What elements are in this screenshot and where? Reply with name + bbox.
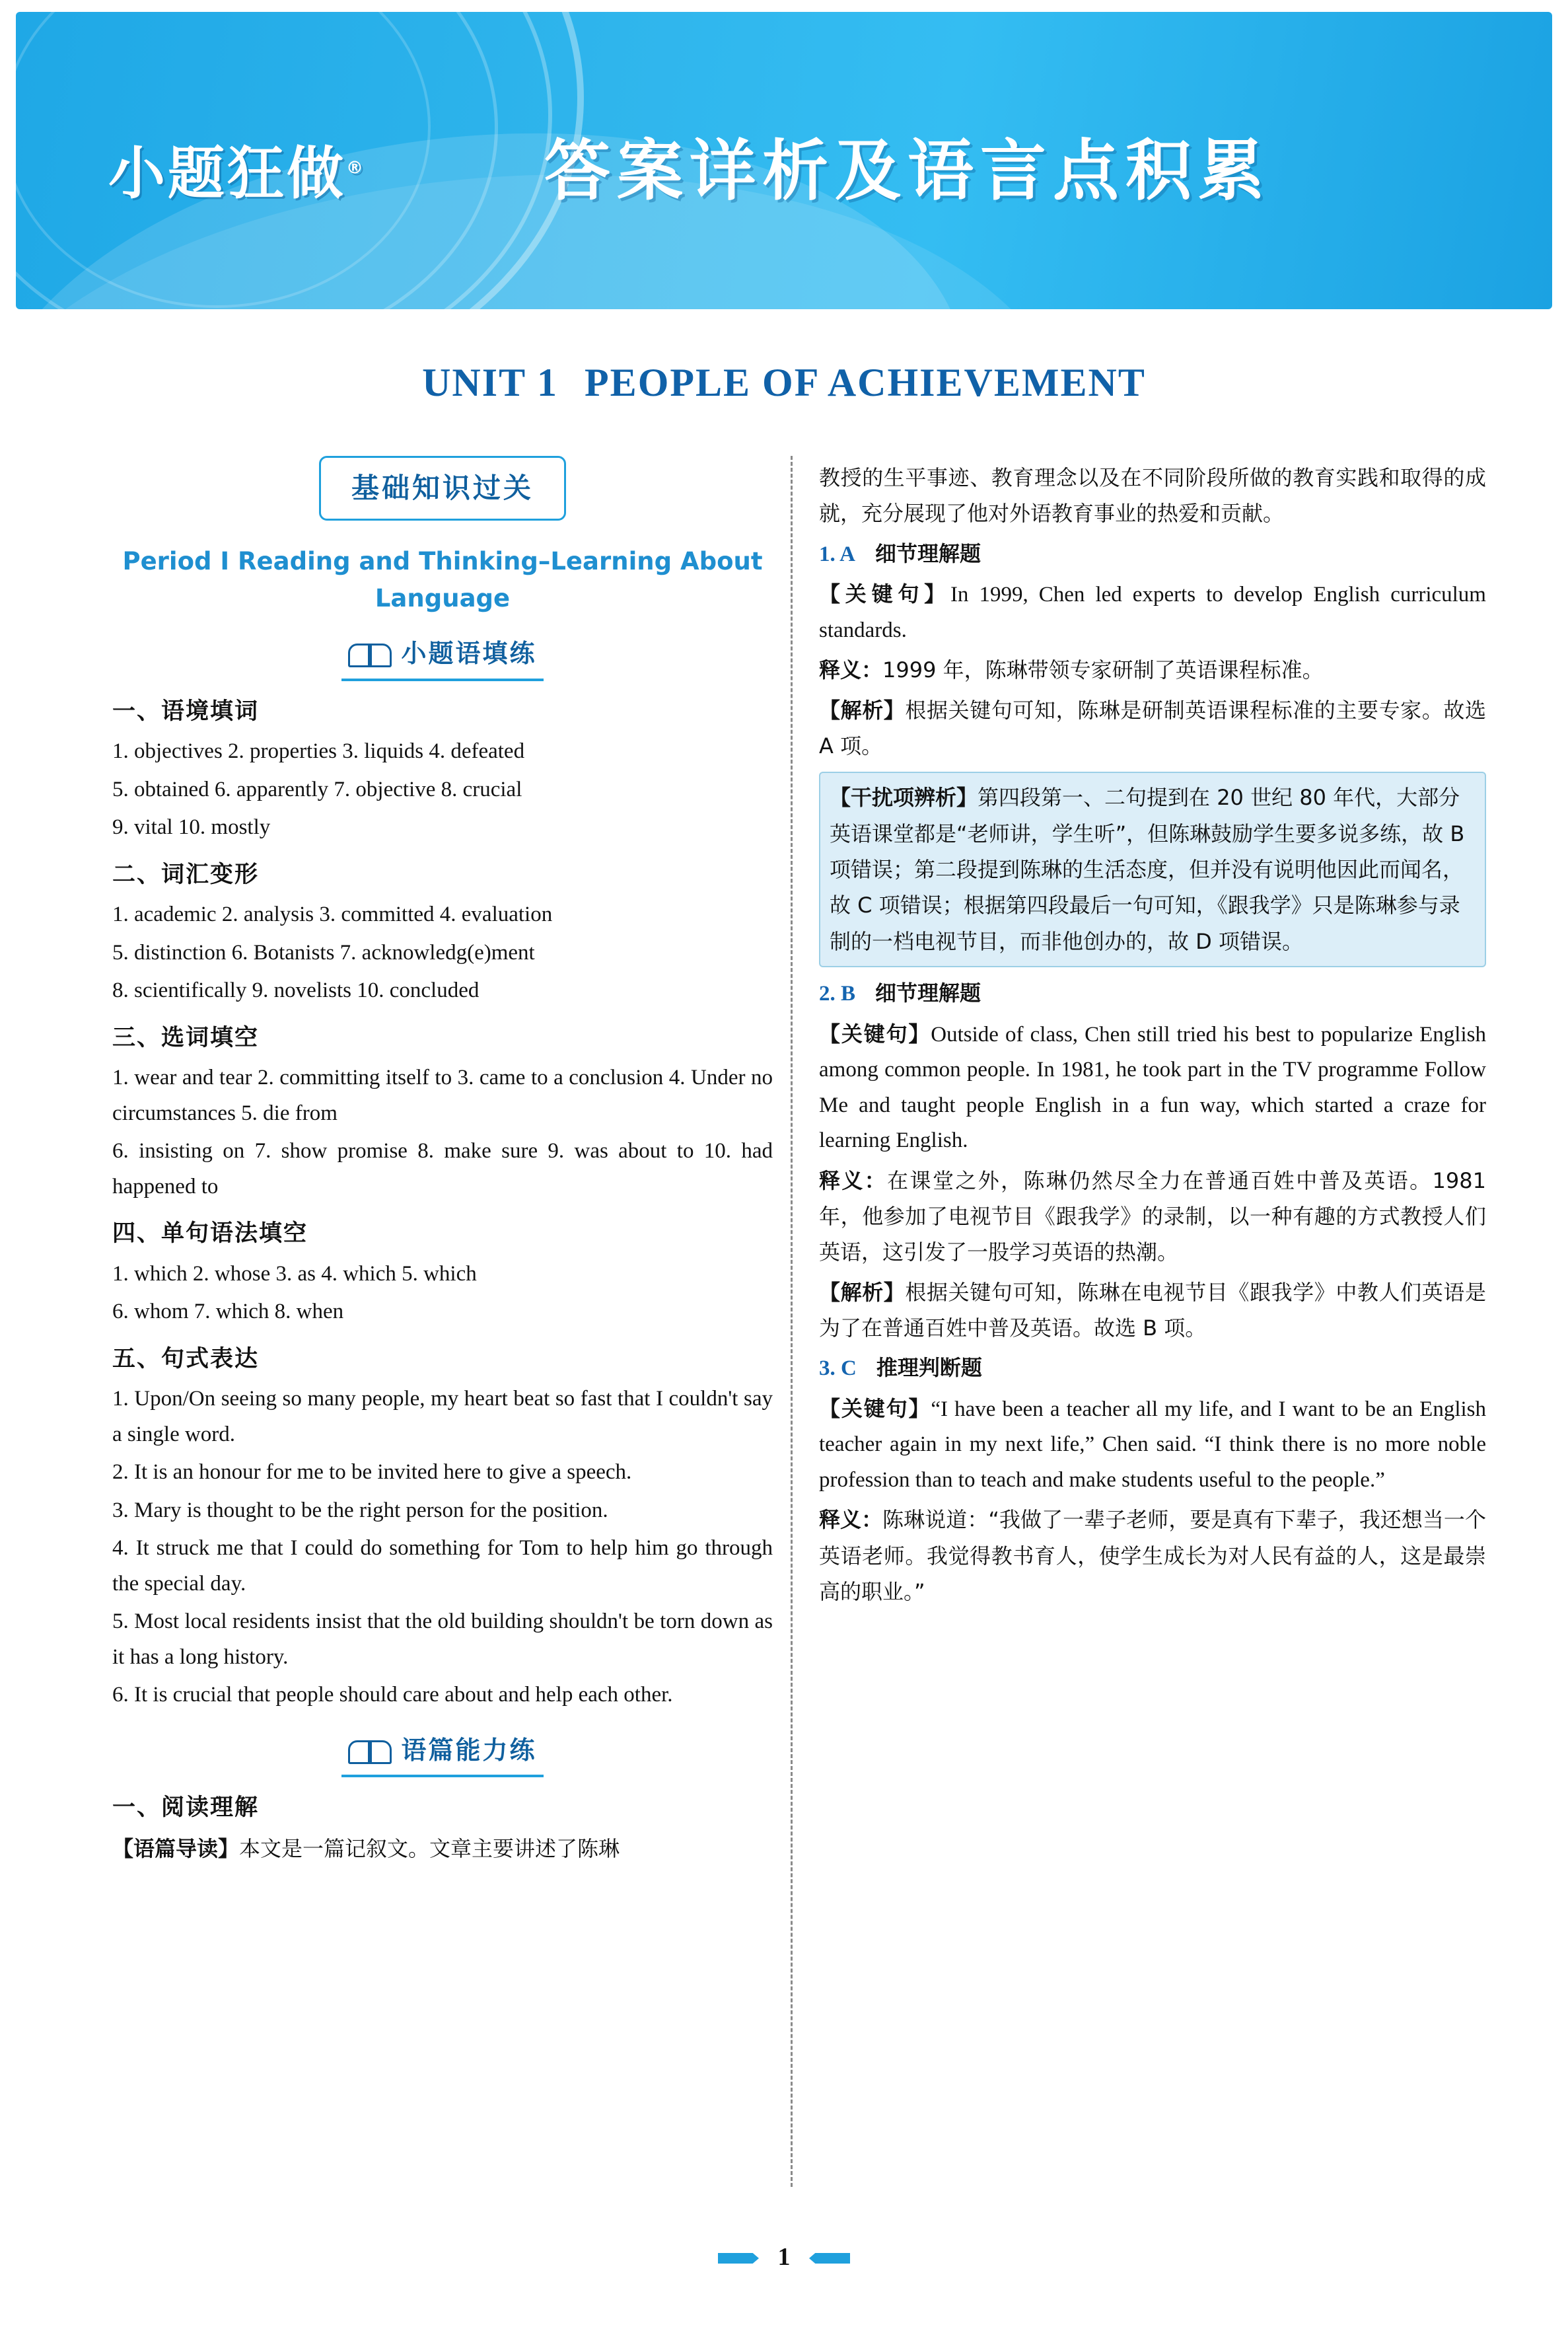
meaning-tag: 释义： <box>819 1167 888 1193</box>
group-heading-2: 二、词汇变形 <box>112 861 260 888</box>
analysis-2 <box>819 1274 1486 1347</box>
question-number-3: 3. C <box>819 1356 857 1381</box>
analysis-1 <box>819 692 1486 764</box>
key-sentence-2 <box>819 1016 1486 1159</box>
key-sentence-tag: 【关键句】 <box>819 1021 931 1047</box>
answer-line: 5. obtained 6. apparently 7. objective 8. crucial <box>112 777 522 801</box>
group-heading-4: 四、单句语法填空 <box>112 1220 308 1247</box>
distractor-text: 第四段第一、二句提到在 20 世纪 80 年代，大部分英语课堂都是“老师讲，学生听”，但陈琳鼓励学生要多说多练，故 B 项错误；第二段提到陈琳的生活态度，但并没有说明他因此而闻名，故 C 项错误；根据第四段最后一句可知，《跟我学》只是陈琳参与录制的一档电视节目，而非他创办的，故 D 项错误。 <box>830 785 1465 954</box>
meaning-tag: 释义： <box>819 1507 883 1533</box>
reading-guide-text: 本文是一篇记叙文。文章主要讲述了陈琳 <box>239 1835 620 1861</box>
meaning-tag: 释义： <box>819 657 883 683</box>
period-heading: Period I Reading and Thinking–Learning About Language <box>122 547 763 612</box>
subsection-text-2: 语篇能力练 <box>401 1735 537 1765</box>
section-box-wrap <box>112 456 773 521</box>
subsection-text-1: 小题语填练 <box>401 639 537 669</box>
key-sentence-text: Outside of class, Chen still tried his best to popularize English among common people. In 1981, he took part in the TV programme Follow Me and taught people English in a fun way, which started a craze for learning English. <box>819 1022 1486 1153</box>
distractor-tag: 【干扰项辨析】 <box>830 785 978 811</box>
page-number-bar <box>718 2241 850 2278</box>
answer-line: 1. wear and tear 2. committing itself to 3. came to a conclusion 4. Under no circumstances 5. die from <box>112 1066 773 1125</box>
answer-line: 6. insisting on 7. show promise 8. make sure 9. was about to 10. had happened to <box>112 1139 773 1199</box>
answer-line: 2. It is an honour for me to be invited here to give a speech. <box>112 1460 632 1485</box>
question-type-2: 细节理解题 <box>875 980 981 1006</box>
meaning-2 <box>819 1163 1486 1271</box>
meaning-text: 陈琳说道：“我做了一辈子老师，要是真有下辈子，我还想当一个英语老师。我觉得教书育人，使学生成长为对人民有益的人，这是最崇高的职业。” <box>819 1507 1486 1605</box>
question-heading <box>819 1350 1486 1386</box>
open-book-icon <box>348 642 392 665</box>
page-title <box>0 360 1568 406</box>
registered-mark-icon: ® <box>346 158 366 178</box>
subsection-banner-label-2 <box>341 1730 543 1778</box>
meaning-3 <box>819 1502 1486 1609</box>
section-heading-basics: 基础知识过关 <box>319 456 566 521</box>
page-number: 1 <box>777 2243 791 2271</box>
question-number-2: 2. B <box>819 982 856 1006</box>
meaning-text: 1999 年，陈琳带领专家研制了英语课程标准。 <box>882 657 1324 683</box>
subsection-banner-text-practice <box>112 1730 773 1778</box>
key-sentence-1 <box>819 576 1486 648</box>
group-heading-5: 五、句式表达 <box>112 1345 260 1372</box>
reading-guide-tag: 【语篇导读】 <box>112 1835 240 1861</box>
key-sentence-tag: 【关键句】 <box>819 581 950 607</box>
answer-line: 6. It is crucial that people should care about and help each other. <box>112 1683 673 1707</box>
analysis-text: 根据关键句可知，陈琳在电视节目《跟我学》中教人们英语是为了在普通百姓中普及英语。故选 B 项。 <box>819 1279 1486 1341</box>
subsection-banner-fill-practice <box>112 634 773 681</box>
right-column <box>819 456 1486 1613</box>
banner-title: 答案详析及语言点积累 <box>544 132 1271 209</box>
answer-line: 9. vital 10. mostly <box>112 815 271 840</box>
question-type-3: 推理判断题 <box>876 1355 982 1381</box>
question-heading <box>819 536 1486 572</box>
intro-continuation: 教授的生平事迹、教育理念以及在不同阶段所做的教育实践和取得的成就，充分展现了他对外语教育事业的热爱和贡献。 <box>819 465 1486 527</box>
answer-line: 5. Most local residents insist that the old building shouldn't be torn down as it has a long history. <box>112 1609 773 1669</box>
distractor-analysis-box <box>819 772 1486 967</box>
answer-line: 6. whom 7. which 8. when <box>112 1300 344 1324</box>
key-sentence-tag: 【关键句】 <box>819 1395 931 1421</box>
question-type-1: 细节理解题 <box>875 540 981 566</box>
meaning-1 <box>819 652 1486 688</box>
unit-name: PEOPLE OF ACHIEVEMENT <box>585 361 1146 404</box>
subsection-banner-label-1 <box>341 634 543 681</box>
brand-logo <box>108 128 366 209</box>
reading-guide <box>112 1831 773 1866</box>
meaning-text: 在课堂之外，陈琳仍然尽全力在普通百姓中普及英语。1981 年，他参加了电视节目《跟我学》的录制，以一种有趣的方式教授人们英语，这引发了一股学习英语的热潮。 <box>819 1167 1486 1265</box>
page-header-banner <box>16 12 1552 309</box>
answer-line: 1. objectives 2. properties 3. liquids 4. defeated <box>112 739 525 764</box>
answer-line: 4. It struck me that I could do something for Tom to help him go through the special day. <box>112 1536 773 1596</box>
analysis-tag: 【解析】 <box>819 697 906 723</box>
question-heading <box>819 975 1486 1012</box>
key-sentence-text: “I have been a teacher all my life, and I want to be an English teacher again in my next life,” Chen said. “I think there is no more noble profession than to teach and make students useful to the people.” <box>819 1397 1486 1492</box>
question-number-1: 1. A <box>819 542 856 566</box>
analysis-tag: 【解析】 <box>819 1279 906 1305</box>
key-sentence-text: In 1999, Chen led experts to develop English curriculum standards. <box>819 583 1486 642</box>
analysis-text: 根据关键句可知，陈琳是研制英语课程标准的主要专家。故选 A 项。 <box>819 697 1486 758</box>
answer-line: 3. Mary is thought to be the right person for the position. <box>112 1498 608 1522</box>
column-divider <box>791 456 793 2187</box>
open-book-icon <box>348 1739 392 1761</box>
key-sentence-3 <box>819 1391 1486 1498</box>
answer-line: 1. which 2. whose 3. as 4. which 5. which <box>112 1261 477 1286</box>
brand-logo-text: 小题狂做 <box>108 141 346 207</box>
answer-line: 1. academic 2. analysis 3. committed 4. evaluation <box>112 903 553 927</box>
left-column <box>112 456 773 1870</box>
unit-label: UNIT 1 <box>422 361 559 404</box>
reading-heading: 一、阅读理解 <box>112 1794 260 1822</box>
group-heading-1: 一、语境填词 <box>112 698 260 725</box>
answer-line: 8. scientifically 9. novelists 10. concluded <box>112 978 480 1003</box>
answer-line: 1. Upon/On seeing so many people, my heart beat so fast that I couldn't say a single word. <box>112 1387 773 1446</box>
group-heading-3: 三、选词填空 <box>112 1024 260 1051</box>
answer-line: 5. distinction 6. Botanists 7. acknowledg(e)ment <box>112 940 535 965</box>
